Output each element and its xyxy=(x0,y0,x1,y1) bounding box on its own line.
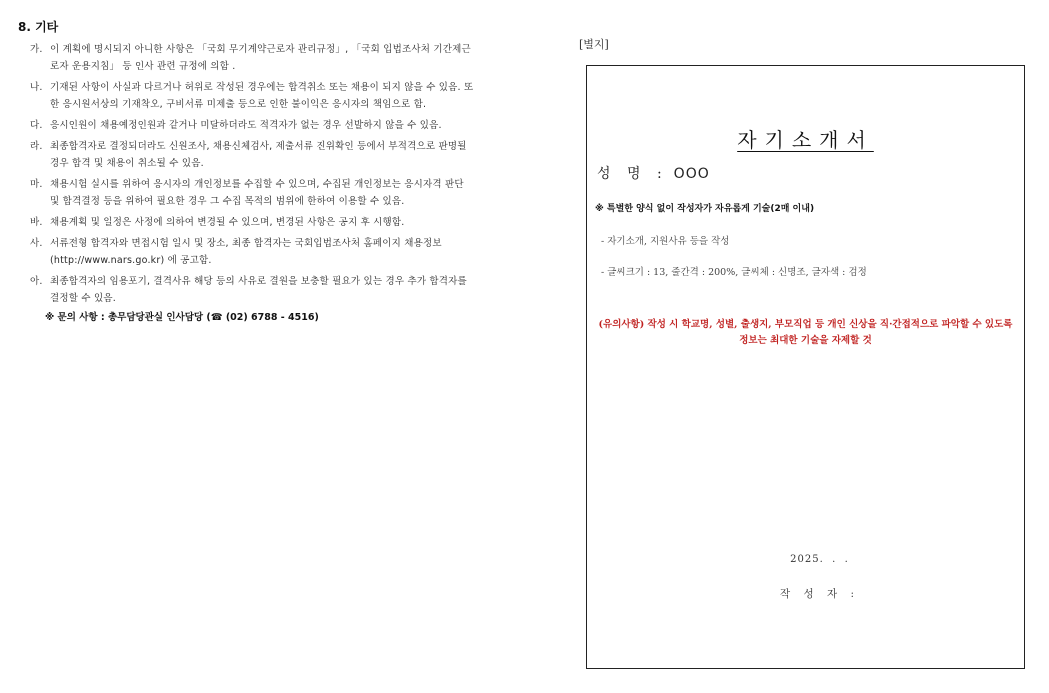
form-instruction: ※ 특별한 양식 없이 작성자가 자유롭게 기술(2매 이내) xyxy=(595,204,815,214)
form-title: 자기소개서 xyxy=(737,128,874,152)
list-item-marker: 다. xyxy=(30,120,43,131)
list-item-text: 최종합격자의 임용포기, 결격사유 해당 등의 사유로 결원을 보충할 필요가 있는 경우 추가 합격자를 결정할 수 있음. xyxy=(50,276,467,304)
list-item-text: 서류전형 합격자와 면접시험 일시 및 장소, 최종 합격자는 국회입법조사처 홈페이지 채용정보(http://www.nars.go.kr) 에 공고함. xyxy=(50,238,442,266)
list-item xyxy=(18,41,478,75)
list-item xyxy=(18,176,478,210)
caution-note: (유의사항) 작성 시 학교명, 성별, 출생지, 부모직업 등 개인 신상을 직·간접적으로 파악할 수 있도록 정보는 최대한 기술을 자제할 것 xyxy=(598,319,1013,346)
list-item-marker: 마. xyxy=(30,179,43,190)
list-item-text: 기재된 사항이 사실과 다르거나 허위로 작성된 경우에는 합격취소 또는 채용이 되지 않을 수 있음. 또한 응시원서상의 기재착오, 구비서류 미제출 등으로 인한 불이익은 응시자의 책임으로 함. xyxy=(50,82,474,110)
list-item-text: 최종합격자로 결정되더라도 신원조사, 채용신체검사, 제출서류 진위확인 등에서 부적격으로 판명될 경우 합격 및 채용이 취소될 수 있음. xyxy=(50,141,467,169)
form-guide-content: - 자기소개, 지원사유 등을 작성 xyxy=(601,236,730,247)
date-line: 2025. . . xyxy=(790,554,849,565)
list-item-marker: 아. xyxy=(30,276,43,287)
form-guide-format: - 글씨크기 : 13, 줄간격 : 200%, 글씨체 : 신명조, 글자색 : 검정 xyxy=(601,267,867,278)
list-item-marker: 가. xyxy=(30,44,43,55)
appendix-label: [별지] xyxy=(579,38,609,51)
list-item-text: 채용계획 및 일정은 사정에 의하여 변경될 수 있으며, 변경된 사항은 공지 후 시행함. xyxy=(50,217,405,228)
list-item-text: 이 계획에 명시되지 아니한 사항은 「국회 무기계약근로자 관리규정」, 「국회 입법조사처 기간제근로자 운용지침」 등 인사 관련 규정에 의함 . xyxy=(50,44,471,72)
section-title: 8. 기타 xyxy=(18,20,59,34)
contact-info: ※ 문의 사항 : 총무담당관실 인사담당 (☎ (02) 6788 - 4516) xyxy=(45,312,319,323)
list-item-marker: 사. xyxy=(30,238,43,249)
list-item xyxy=(18,214,478,231)
guidelines-section xyxy=(18,20,478,325)
list-item xyxy=(18,79,478,113)
list-item xyxy=(18,138,478,172)
author-line: 작 성 자 : xyxy=(780,588,859,600)
self-introduction-form xyxy=(586,65,1025,669)
guidelines-list xyxy=(18,41,478,307)
list-item xyxy=(18,235,478,269)
list-item-marker: 바. xyxy=(30,217,43,228)
list-item xyxy=(18,117,478,134)
name-label: 성 명 : xyxy=(597,166,668,182)
list-item-marker: 라. xyxy=(30,141,43,152)
list-item xyxy=(18,273,478,307)
name-row xyxy=(597,163,710,183)
list-item-text: 채용시험 실시를 위하여 응시자의 개인정보를 수집할 수 있으며, 수집된 개인정보는 응시자격 판단 및 합격결정 등을 위하여 필요한 경우 그 수집 목적의 범위에 한하여 이용할 수 있음. xyxy=(50,179,464,207)
name-value: OOO xyxy=(673,166,710,182)
list-item-text: 응시인원이 채용예정인원과 같거나 미달하더라도 적격자가 없는 경우 선발하지 않을 수 있음. xyxy=(50,120,442,131)
list-item-marker: 나. xyxy=(30,82,43,93)
